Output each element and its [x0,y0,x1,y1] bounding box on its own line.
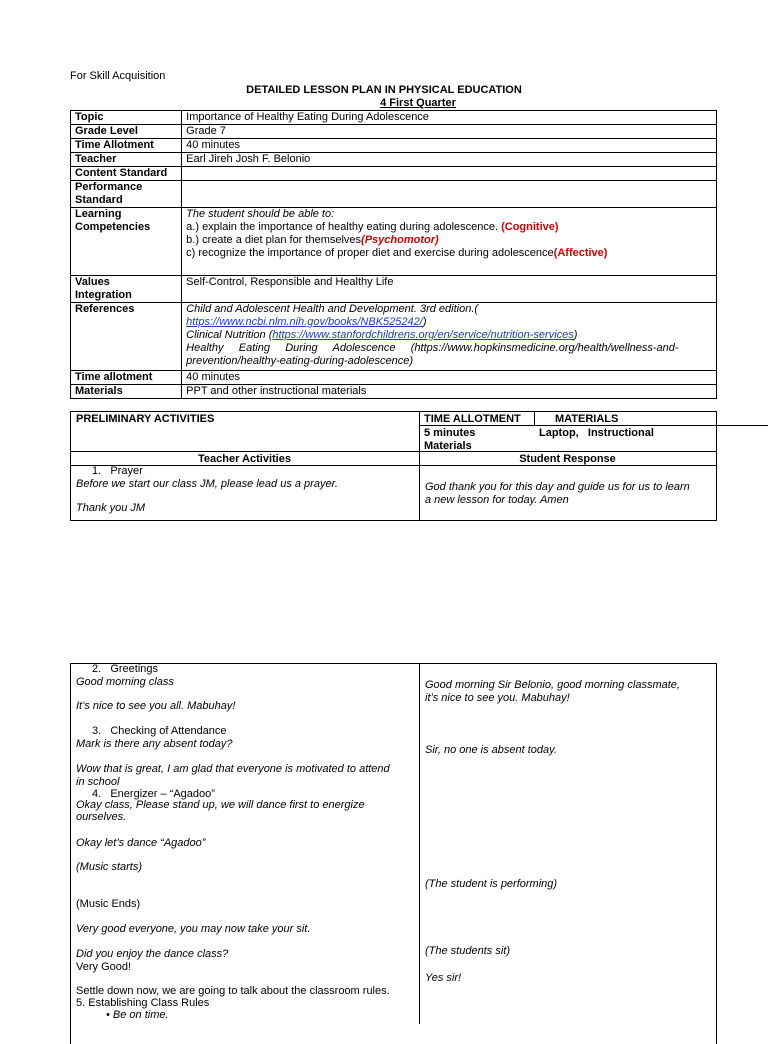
students-sit: (The students sit) [425,945,510,957]
prayer-thanks: Thank you JM [76,502,146,514]
music-ends: (Music Ends) [76,898,141,910]
attendance-response: Sir, no one is absent today. [425,744,557,756]
greetings-title: 2. Greetings [92,663,159,675]
attendance-title: 3. Checking of Attendance [92,725,227,737]
performance-standard-row [71,181,717,208]
values-row [71,276,717,303]
prayer-response-line-1: God thank you for this day and guide us for us to learn [425,481,690,493]
values-value: Self-Control, Responsible and Healthy Life [182,276,717,303]
sit-text: Very good everyone, you may now take your sit. [76,923,311,935]
prelim-header-divider [534,411,535,425]
competency-psychomotor [186,234,712,247]
reference-3-line-1: Healthy Eating During Adolescence (https://www.hopkinsmedicine.org/health/wellness-and- [186,342,679,354]
references-label: References [71,303,182,371]
materials-row [71,385,717,399]
psychomotor-tag: (Psychomotor) [361,234,439,246]
affective-tag: (Affective) [553,247,608,259]
competency-cognitive [186,221,712,234]
competency-c-text: c) recognize the importance of proper diet and exercise during adolescence [186,247,554,259]
enjoy-text: Did you enjoy the dance class? [76,948,229,960]
prelim-materials-value-2: Materials [424,440,472,452]
dance-text: Okay let’s dance “Agadoo” [76,837,206,849]
rule-item-1: • Be on time. [106,1009,169,1021]
competencies-intro: The student should be able to: [186,208,335,220]
references-row [71,303,717,371]
prayer-title: 1. Prayer [92,465,143,477]
competencies-label-line-1: Learning [75,208,122,220]
teacher-value: Earl Jireh Josh F. Belonio [182,153,717,167]
materials-value: PPT and other instructional materials [182,385,717,399]
document-title: DETAILED LESSON PLAN IN PHYSICAL EDUCATION [246,84,522,96]
reference-1-text: Child and Adolescent Health and Development. 3rd edition.( [186,303,479,315]
performance-standard-label [71,181,182,208]
topic-value: Importance of Healthy Eating During Adolescence [182,111,717,125]
rules-title: 5. Establishing Class Rules [76,997,210,1009]
student-performing: (The student is performing) [425,878,558,890]
performance-label-line-1: Performance [75,181,143,193]
procedure-column-divider [419,663,420,1024]
yes-sir: Yes sir! [425,972,462,984]
reference-2-text: Clinical Nutrition ( [186,329,273,341]
content-standard-label: Content Standard [71,167,182,181]
teacher-activities-heading: Teacher Activities [198,453,291,465]
competency-affective [186,247,712,260]
grade-value: Grade 7 [182,125,717,139]
values-label [71,276,182,303]
values-label-line-2: Integration [75,289,132,301]
references-value [182,303,717,371]
energizer-text-2: ourselves. [76,811,127,823]
materials-heading: MATERIALS [555,413,619,425]
preliminary-activities-heading: PRELIMINARY ACTIVITIES [76,413,215,425]
grade-label: Grade Level [71,125,182,139]
prayer-text: Before we start our class JM, please lead us a prayer. [76,478,338,490]
grade-row [71,125,717,139]
competency-b-text: b.) create a diet plan for themselves [186,234,362,246]
wow-text-1: Wow that is great, I am glad that everyone is motivated to attend [76,763,390,775]
prelim-subheader-top [70,451,716,452]
reference-1-link[interactable]: https://www.ncbi.nlm.nih.gov/books/NBK525242/ [186,316,423,328]
competencies-label [71,208,182,276]
energizer-title: 4. Energizer – “Agadoo” [92,788,215,800]
content-standard-value [182,167,717,181]
performance-label-line-2: Standard [75,194,123,206]
cognitive-tag: (Cognitive) [501,221,559,233]
settle-text: Settle down now, we are going to talk about the classroom rules. [76,985,390,997]
reference-2-link[interactable]: https://www.stanfordchildrens.org/en/service/nutrition-services [272,329,574,341]
wow-text-2: in school [76,776,120,788]
document-subtitle: 4 First Quarter [380,97,456,109]
time-allotment-heading: TIME ALLOTMENT [424,413,521,425]
lesson-info-table [70,110,717,399]
stray-line [716,425,768,426]
prelim-time-value: 5 minutes [424,427,476,439]
attendance-text: Mark is there any absent today? [76,738,233,750]
time-allotment-value: 40 minutes [182,371,717,385]
competencies-label-line-2: Competencies [75,221,151,233]
very-good: Very Good! [76,961,132,973]
materials-label: Materials [71,385,182,399]
competencies-value [182,208,717,276]
performance-standard-value [182,181,717,208]
energizer-text-1: Okay class, Please stand up, we will dance first to energize [76,799,365,811]
time-label: Time Allotment [71,139,182,153]
student-response-heading: Student Response [519,453,616,465]
competencies-row [71,208,717,276]
values-label-line-1: Values [75,276,110,288]
topic-row [71,111,717,125]
greetings-text: Good morning class [76,676,174,688]
greetings-response-2: it’s nice to see you. Mabuhay! [425,692,570,704]
reference-2 [186,329,712,342]
time-row [71,139,717,153]
time-allotment-label: Time allotment [71,371,182,385]
music-starts: (Music starts) [76,861,142,873]
prelim-materials-value-1: Laptop, Instructional [539,427,654,439]
time-value: 40 minutes [182,139,717,153]
competency-a-text: a.) explain the importance of healthy eating during adolescence. [186,221,502,233]
prayer-response-line-2: a new lesson for today. Amen [425,494,569,506]
topic-label: Topic [71,111,182,125]
reference-1-link-line [186,316,712,329]
greetings-nice: It’s nice to see you all. Mabuhay! [76,700,236,712]
reference-3-line-2: prevention/healthy-eating-during-adolescence) [186,355,414,367]
reference-1 [186,303,712,316]
greetings-response-1: Good morning Sir Belonio, good morning classmate, [425,679,680,691]
content-standard-row [71,167,717,181]
teacher-label: Teacher [71,153,182,167]
time-allotment-row [71,371,717,385]
teacher-row [71,153,717,167]
reference-1-end: ) [422,316,427,328]
reference-2-end: ) [573,329,578,341]
document-note: For Skill Acquisition [70,70,166,82]
